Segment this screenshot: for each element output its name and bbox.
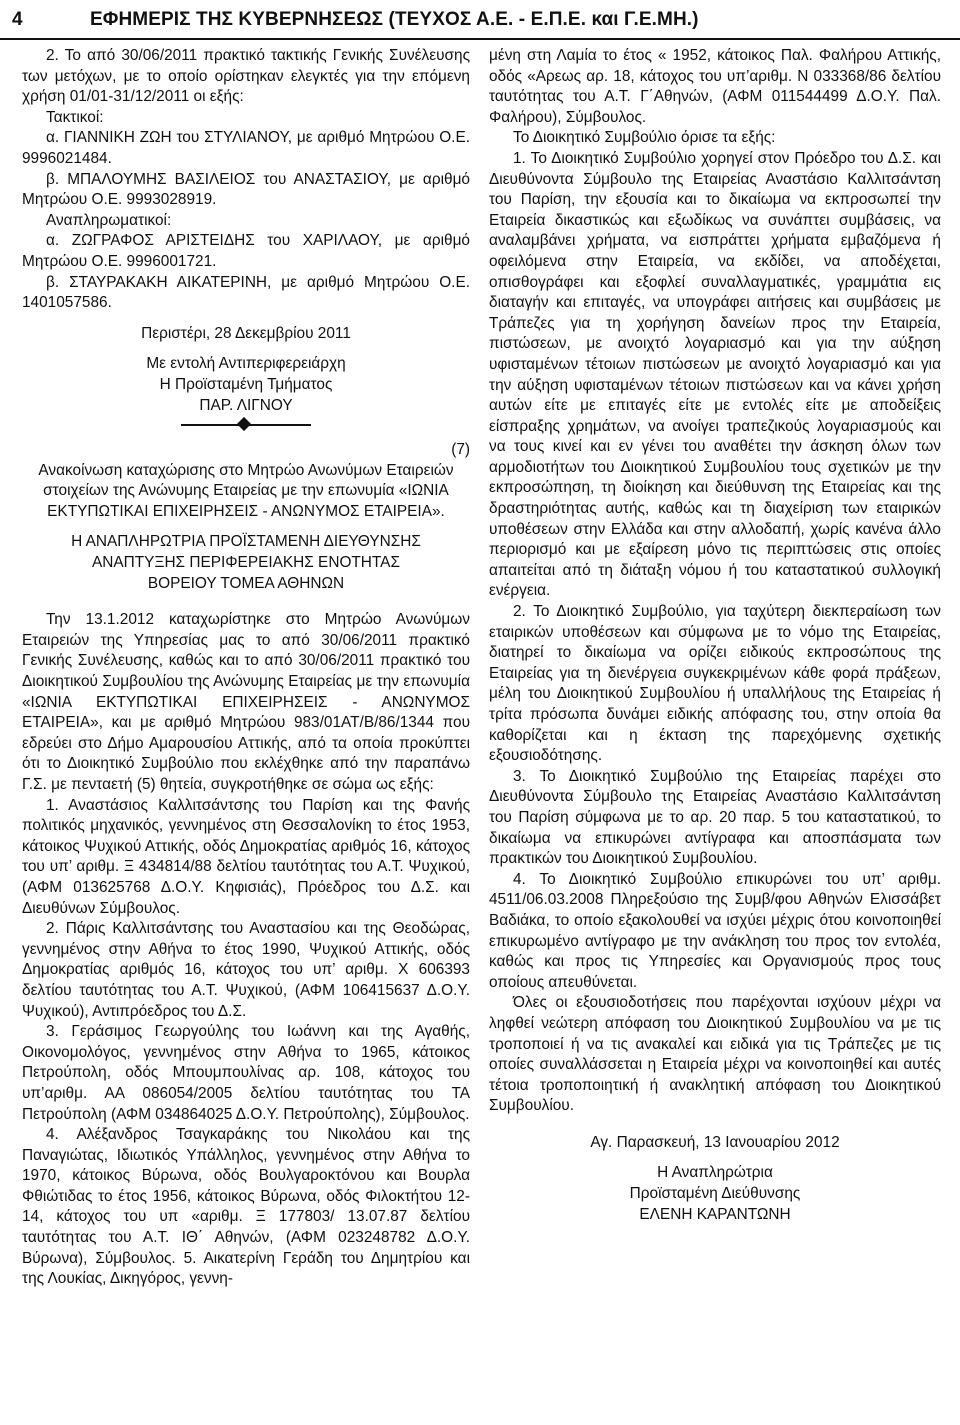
paragraph: μένη στη Λαμία το έτος « 1952, κάτοικος Παλ. Φαλήρου Αττικής, οδός «Αρεως αρ. 18, κάτοχος του υπ’αριθμ. Ν 033368/86 δελτίου ταυτότητας του Α.Τ. Γ΄Αθηνών, (ΑΦΜ 011544499 Δ.Ο.Υ. Παλ. Φαλήρου), Σύμβουλος. — [489, 47, 941, 126]
signature-name: ΠΑΡ. ΛΙΓΝΟΥ — [199, 396, 293, 414]
signature-line: Η Αναπληρώτρια — [657, 1164, 773, 1182]
section-separator — [181, 416, 311, 434]
paragraph: Τακτικοί: — [46, 108, 104, 126]
header-rule — [0, 38, 960, 40]
paragraph: 2. Πάρις Καλλιτσάντσης του Αναστασίου και της Θεοδώρας, γεννημένος στην Αθήνα το έτος 1990, Ψυχικού Αττικής, οδός Δημοκρατίας αριθμός 16, κάτοχος του υπ’ αριθμ. Χ 606393 δελτίου ταυτότητας του Α.Τ. Ψυχικού, (ΑΦΜ 106415637 Δ.Ο.Υ. Ψυχικού), Αντιπρόεδρος του Δ.Σ. — [22, 920, 470, 1020]
paragraph: α. ΖΩΓΡΑΦΟΣ ΑΡΙΣΤΕΙΔΗΣ του ΧΑΡΙΛΑΟΥ, με αριθμό Μητρώου Ο.Ε. 9996001721. — [22, 232, 470, 270]
announcement-title: Ανακοίνωση καταχώρισης στο Μητρώο Ανωνύμων Εταιρειών στοιχείων της Ανώνυμης Εταιρείας με την επωνυμία «ΙΩΝΙΑ ΕΚΤΥΠΩΤΙΚΑΙ ΕΠΙΧΕΙΡΗΣΕΙΣ - ΑΝΩΝΥΜΟΣ ΕΤΑΙΡΕΙΑ». — [38, 461, 454, 520]
paragraph: 1. Αναστάσιος Καλλιτσάντσης του Παρίση και της Φανής πολιτικός μηχανικός, γεννημένος στη Θεσσαλονίκη το έτος 1953, κάτοικος Ψυχικού Αττικής, οδός Δημοκρατίας αριθμός 16, κάτοχος του υπ’ αριθμ. Ξ 434814/88 δελτίου ταυτότητας του Α.Τ. Ψυχικού, (ΑΦΜ 013625768 Δ.Ο.Υ. Κηφισιάς), Πρόεδρος του Δ.Σ. και Διευθύνων Σύμβουλος. — [22, 796, 470, 917]
paragraph: 2. Το Διοικητικό Συμβούλιο, για ταχύτερη διεκπεραίωση των εταιρικών υποθέσεων και σύμφωνα με το νόμο της Εταιρείας, διατηρεί το δικαίωμα να ορίζει ειδικούς εκπροσώπους της Εταιρείας για τη διενέργεια συγκεκριμένων κάθε φορά πράξεων, μέλη του Διοικητικού Συμβουλίου ή υπαλλήλους της Εταιρείας ή τρίτα πρόσωπα δυνάμει ειδικής απόφασης του, στην οποία θα καθορίζεται και η έκταση της παρεχόμενης σχετικής εξουσιοδότησης. — [489, 603, 941, 765]
paragraph: α. ΓΙΑΝΝΙΚΗ ΖΩΗ του ΣΤΥΛΙΑΝΟΥ, με αριθμό Μητρώου Ο.Ε. 9996021484. — [22, 129, 470, 167]
paragraph: Το Διοικητικό Συμβούλιο όρισε τα εξής: — [513, 129, 776, 147]
paragraph: 3. Το Διοικητικό Συμβούλιο της Εταιρείας παρέχει στο Διευθύνοντα Σύμβουλο της Εταιρείας Αναστάσιο Καλλιτσάντση του Παρίση σύμφωνα με το αρ. 20 παρ. 5 του καταστατικού, το δικαίωμα να επικυρώνει αντίγραφα και αποσπάσματα των πρακτικών του Διοικητικού Συμβουλίου. — [489, 767, 941, 868]
signature-line: Με εντολή Αντιπεριφερειάρχη — [146, 355, 346, 373]
right-column — [489, 46, 941, 1225]
paragraph: 3. Γεράσιμος Γεωργούλης του Ιωάννη και της Αγαθής, Οικονομολόγος, γεννημένος στην Αθήνα το 1965, κάτοικος Πετρούπολη, οδός Μπουμπουλίνας αρ. 108, κάτοχος του υπ’αριθμ. ΑΑ 086054/2005 δελτίου ταυτότητας του ΤΑ Πετρούπολη (ΑΦΜ 034864025 Δ.Ο.Υ. Πετρούπολης), Σύμβουλος. — [22, 1023, 470, 1123]
signature-place-date: Αγ. Παρασκευή, 13 Ιανουαρίου 2012 — [590, 1133, 840, 1151]
paragraph: 4. Αλέξανδρος Τσαγκαράκης του Νικολάου και της Παναγιώτας, Ιδιωτικός Υπάλληλος, γεννημένος στην Αθήνα το 1970, κάτοικος Βύρωνα, οδός Βουλγαροκτόνου και Βουρλα Φθιώτιδας το έτος 1956, κάτοικος Βύρωνα, οδός Φιλοκτήτου 12-14, κάτοχος του υπ «αριθμ. Ξ 177803/ 13.07.87 δελτίου ταυτότητας του Α.Τ. ΙΘ΄ Αθηνών, (ΑΦΜ 023248782 Δ.Ο.Υ. Βύρωνα), Σύμβουλος. 5. Αικατερίνη Γεράδη του Δημητρίου και της Λουκίας, Δικηγόρος, γεννη- — [22, 1126, 470, 1288]
diamond-icon — [237, 417, 251, 431]
gazette-title: ΕΦΗΜΕΡΙΣ ΤΗΣ ΚΥΒΕΡΝΗΣΕΩΣ (ΤΕΥΧΟΣ Α.Ε. - Ε.Π.Ε. και Γ.Ε.ΜΗ.) — [90, 9, 699, 30]
paragraph: β. ΣΤΑΥΡΑΚΑΚΗ ΑΙΚΑΤΕΡΙΝΗ, με αριθμό Μητρώου Ο.Ε. 1401057586. — [22, 273, 470, 312]
page-header — [0, 0, 960, 40]
left-column — [22, 46, 470, 1290]
authority-heading: Η ΑΝΑΠΛΗΡΩΤΡΙΑ ΠΡΟΪΣΤΑΜΕΝΗ ΔΙΕΥΘΥΝΣΗΣ — [71, 533, 421, 551]
paragraph: Την 13.1.2012 καταχωρίστηκε στο Μητρώο Ανωνύμων Εταιρειών της Υπηρεσίας μας το από 30/06/2011 πρακτικό Γενικής Συνέλευσης, καθώς και το από 30/06/2011 πρακτικό του Διοικητικού Συμβουλίου της Ανώνυμης Εταιρείας με την επωνυμία «ΙΩΝΙΑ ΕΚΤΥΠΩΤΙΚΑΙ ΕΠΙΧΕΙΡΗΣΕΙΣ - ΑΝΩΝΥΜΟΣ ΕΤΑΙΡΕΙΑ», και με αριθμό Μητρώου 983/01ΑΤ/Β/86/1344 που εδρεύει στο Δήμο Αμαρουσίου Αττικής, από τα οποία προκύπτει ότι το Διοικητικό Συμβούλιο που εκλέχθηκε από την παραπάνω Γ.Σ. με πενταετή (5) θητεία, συγκροτήθηκε σε σώμα ως εξής: — [22, 611, 470, 793]
signature-line: Η Προϊσταμένη Τμήματος — [159, 375, 333, 393]
paragraph: β. ΜΠΑΛΟΥΜΗΣ ΒΑΣΙΛΕΙΟΣ του ΑΝΑΣΤΑΣΙΟΥ, με αριθμό Μητρώου Ο.Ε. 9993028919. — [22, 170, 470, 209]
section-number: (7) — [451, 441, 470, 459]
paragraph: 2. Το από 30/06/2011 πρακτικό τακτικής Γενικής Συνέλευσης των μετόχων, με το οποίο ορίστηκαν ελεγκτές για την επόμενη χρήση 01/01-31/12/2011 οι εξής: — [22, 47, 470, 106]
paragraph: 1. Το Διοικητικό Συμβούλιο χορηγεί στον Πρόεδρο του Δ.Σ. και Διευθύνοντα Σύμβουλο της Εταιρείας Αναστάσιο Καλλιτσάντση του Παρίση, την εξουσία και το δικαίωμα να εκπροσωπεί την Εταιρεία δικαστικώς και εξωδίκως να συνάπτει συμβάσεις, να αναλαμβάνει χρήματα, να εισπράττει χρήματα εμβαζόμενα ή οφειλόμενα στην Εταιρεία, να εκδίδει, να αποδέχεται, οπισθογράφει και εξοφλεί συναλλαγματικές, γραμμάτια εις διαταγήν και επιταγές, να υπογράφει αιτήσεις και συμβάσεις με Τράπεζες για τη χορήγηση δανείων προς την Εταιρεία, πιστώσεων, με ανοιχτό λογαριασμό και για την αύξηση υφισταμένων τέτοιων πιστώσεων με ανοιχτό λογαριασμό και για την αύξηση υφισταμένων τέτοιων πιστώσεων και να κάνει χρήση αυτών είτε με επιταγές είτε με εντολές είτε με αποδείξεις είσπραξης χρημάτων, να ανοίγει τραπεζικούς λογαριασμούς και να τους κινεί και εν γένει του αναθέτει την άσκηση όλων των αρμοδιοτήτων του Διοικητικού Συμβουλίου τους σχετικών με την εκπροσώπηση, τη διοίκηση και διεύθυνση της Εταιρείας και της δραστηριότητας αυτής, καθώς και τη διαχείριση των εταιρικών υποθέσεων στην Ελλάδα και στην αλλοδαπή, χωρίς κανένα άλλο περιορισμό και με εξαίρεση μόνο τις περιπτώσεις στις οποίες απαιτείται από τη διάταξη νόμου ή του καταστατικού συλλογική ενέργεια. — [489, 149, 941, 600]
paragraph: 4. Το Διοικητικό Συμβούλιο επικυρώνει του υπ’ αριθμ. 4511/06.03.2008 Πληρεξούσιο της Συμβ/φου Αθηνών Ελισσάβετ Βαδιάκα, το οποίο εξακολουθεί να ισχύει μέχρις ότου κοινοποιηθεί επικυρωμένο αντίγραφο με την ανάκληση του προς τον εντολέα, καθώς και προς τις Υπηρεσίες και Οργανισμούς προς τους οποίους απευθύνεται. — [489, 870, 941, 991]
signature-name: ΕΛΕΝΗ ΚΑΡΑΝΤΩΝΗ — [639, 1205, 791, 1223]
signature-place-date: Περιστέρι, 28 Δεκεμβρίου 2011 — [141, 324, 351, 342]
authority-heading: ΒΟΡΕΙΟΥ ΤΟΜΕΑ ΑΘΗΝΩΝ — [147, 574, 345, 592]
page-number: 4 — [12, 9, 23, 30]
authority-heading: ΑΝΑΠΤΥΞΗΣ ΠΕΡΙΦΕΡΕΙΑΚΗΣ ΕΝΟΤΗΤΑΣ — [92, 554, 400, 572]
paragraph: Αναπληρωματικοί: — [46, 211, 172, 229]
signature-line: Προϊσταμένη Διεύθυνσης — [629, 1185, 801, 1203]
paragraph: Όλες οι εξουσιοδοτήσεις που παρέχονται ισχύουν μέχρι να ληφθεί νεώτερη απόφαση του Διοικητικού Συμβουλίου να με τις τροποποιεί ή να τις ανακαλεί και ειδικά για τις Τράπεζες με τις οποίες συναλλάσσεται η Εταιρεία μέχρι να κοινοποιηθεί και αυτές τέτοια τροποποιητική ή ανακλητική απόφαση του Διοικητικού Συμβουλίου. — [489, 994, 941, 1115]
